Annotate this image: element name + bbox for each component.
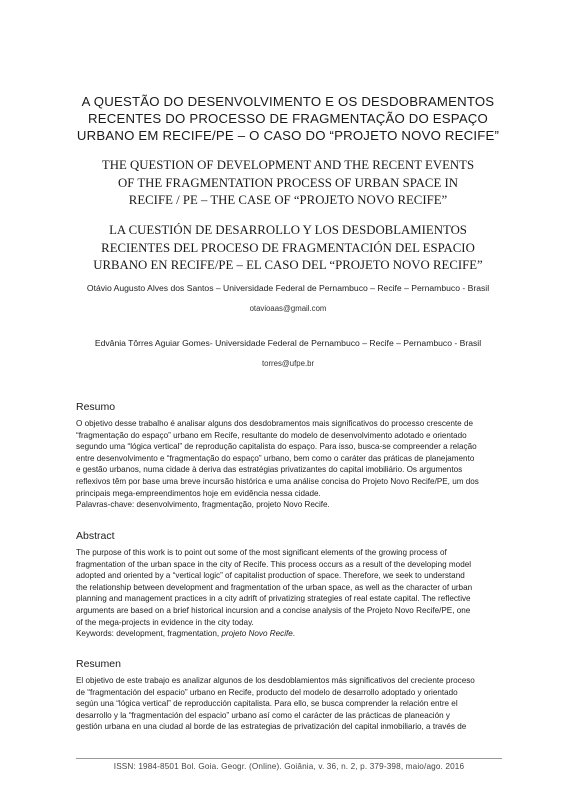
keywords-italic: projeto Novo Recife [221,629,293,639]
author-2: Edvânia Tôrres Aguiar Gomes- Universidade Federal de Pernambuco – Recife – Pernambuco - Brasil [94,338,482,348]
title-line: URBANO EN RECIFE/PE – EL CASO DEL “PROJETO NOVO RECIFE” [93,258,483,272]
title-line: A QUESTÃO DO DESENVOLVIMENTO E OS DESDOBRAMENTOS [81,94,495,109]
text-line: gestión urbana en una ciudad al borde de las estrategias de privatización del capital inmobiliario, a través de [76,722,467,732]
title-line: OF THE FRAGMENTATION PROCESS OF URBAN SPACE IN [118,175,458,190]
title-line: LA CUESTIÓN DE DESARROLLO Y LOS DESDOBLAMIENTOS [109,223,467,237]
text-line: segundo uma “lógica vertical” de reprodução capitalista do espaço. Para isso, busca-se compreender a relação [76,442,477,452]
text-line: “fragmentação do espaço” urbano em Recife, resultante do modelo de desenvolvimento adotado e orientado [76,430,467,440]
title-line: RECENTES DO PROCESSO DE FRAGMENTAÇÃO DO ESPAÇO [88,111,488,126]
text-line: principais mega-empreendimentos hoje em evidência nessa cidade. [76,488,321,498]
keywords-prefix: Keywords: development, fragmentation, [76,629,222,639]
text-line: The purpose of this work is to point out some of the most significant elements of the growing process of [76,548,447,557]
text-line: El objetivo de este trabajo es analizar algunos de los desdoblamientos más significativos del creciente proceso [76,676,475,685]
title-spanish [60,222,516,275]
text-line: e gestão urbanos, numa cidade à deriva das estratégias privatizantes do capital imobiliário. Os argumentos [76,465,463,475]
text-line: the relationship between development and fragmentation of the urban space, as well as the character of urban [76,582,473,592]
footer-divider [76,758,502,759]
title-line: RECIFE / PE – THE CASE OF “PROJETO NOVO RECIFE” [128,193,448,207]
abstract-body [76,547,502,640]
title-line: RECIENTES DEL PROCESO DE FRAGMENTACIÓN DEL ESPACIO [101,240,475,255]
text-line: adopted and oriented by a “vertical logic” of capitalist production of space. Therefore, we seek to understand [76,571,465,581]
resumen-heading: Resumen [76,658,121,670]
resumo-heading: Resumo [76,401,116,413]
text-line: of the mega-projects in evidence in the city today. [76,617,254,627]
resumo-keywords: Palavras-chave: desenvolvimento, fragmentação, projeto Novo Recife. [76,500,330,510]
author-1: Otávio Augusto Alves dos Santos – Universidade Federal de Pernambuco – Recife – Pernambuco - Brasil [86,283,490,293]
text-line: según una “lógica vertical” de reproducción capitalista. Para ello, se busca comprender la relación entre el [76,699,458,709]
text-line: arguments are based on a brief historical incursion and a concise analysis of the Projeto Novo Recife/PE, one [76,605,471,615]
journal-footer: ISSN: 1984-8501 Bol. Goia. Geogr. (Online). Goiânia, v. 36, n. 2, p. 379-398, maio/ago. 2016 [113,762,465,771]
title-line: URBANO EM RECIFE/PE – O CASO DO “PROJETO NOVO RECIFE” [76,128,500,143]
abstract-heading: Abstract [76,530,115,542]
text-line: reflexivos têm por base uma breve incursão histórica e uma análise concisa do Projeto Novo Recife/PE, um dos [76,476,479,486]
text-line: fragmentation of the urban space in the city of Recife. This process occurs as a result of the developing model [76,559,472,569]
abstract-keywords [76,628,502,640]
resumo-body [76,418,502,511]
text-line: de “fragmentación del espacio” urbano en Recife, producto del modelo de desarrollo adoptado y orientado [76,687,458,697]
title-english [60,157,516,210]
author-1-email[interactable]: otavioaas@gmail.com [249,304,327,313]
text-line: desarrollo y la “fragmentación del espacio” urbano así como el carácter de las prácticas de planeación y [76,710,450,720]
text-line: planning and management practices in a city adrift of privatizing strategies of real estate capital. The reflective [76,594,471,604]
title-portuguese [60,93,516,144]
author-2-email[interactable]: torres@ufpe.br [261,359,315,368]
keywords-suffix: . [292,629,296,639]
text-line: O objetivo desse trabalho é analisar alguns dos desdobramentos mais significativos do processo crescente de [76,419,473,428]
text-line: entre desenvolvimento e “fragmentação do espaço” urbano, bem como o caráter das práticas de planejamento [76,453,475,463]
title-line: THE QUESTION OF DEVELOPMENT AND THE RECENT EVENTS [101,158,475,172]
resumen-body [76,675,502,733]
